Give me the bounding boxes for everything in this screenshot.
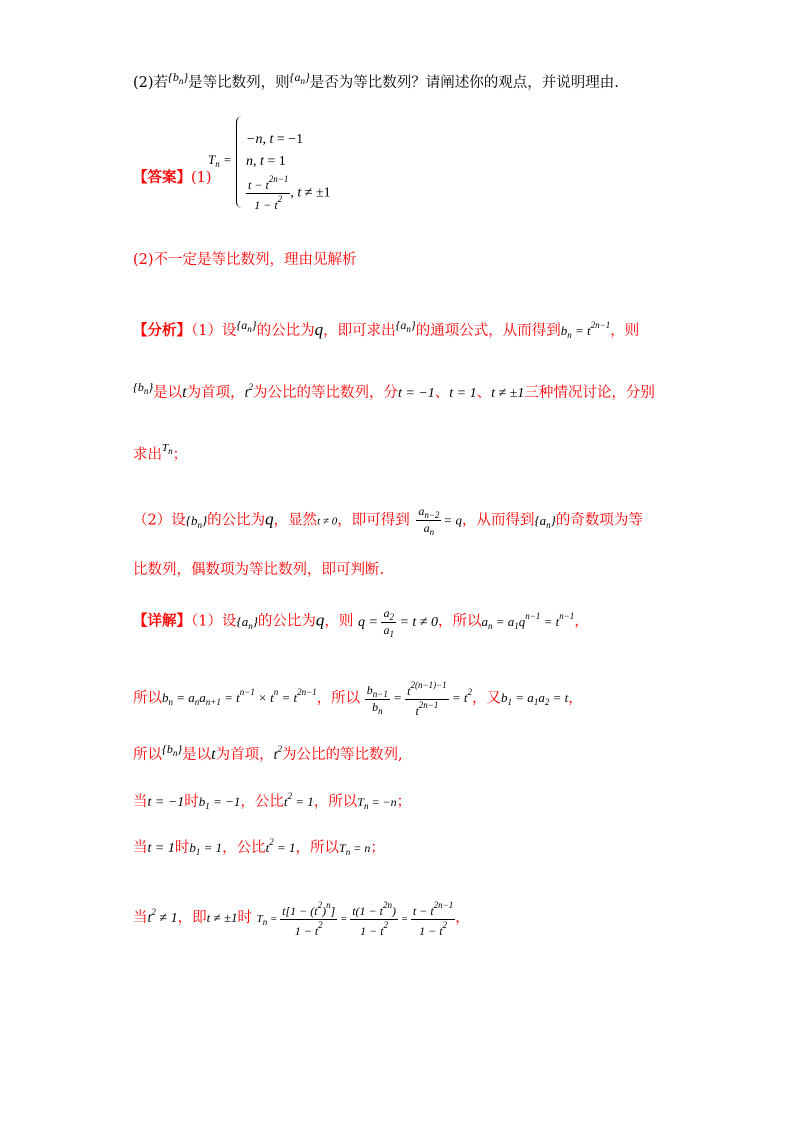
tn-symbol: Tn (162, 442, 173, 456)
analysis-text: ，则 (610, 323, 640, 339)
question-2 (133, 70, 619, 92)
tn-neg: $T_n = -n$ (357, 795, 397, 811)
analysis-text: 、 (434, 385, 450, 401)
detail-text: ，公比 (222, 840, 266, 856)
analysis-text: （2）设 (133, 512, 186, 529)
a-set: $\{a_n\}$ (236, 613, 258, 631)
detail-line-1: 【详解】（1）设$\{a_n\}$的公比为q，则 q = $\frac{a_2}{a_1}$ = t ≠ 0，所以$a_n = a_1q^{n-1} = t^{n-1}$， (133, 606, 589, 639)
detail-text: ，所以 (316, 690, 361, 707)
detail-text: 所以 (133, 690, 162, 707)
detail-text: 当 (133, 840, 148, 856)
ratio-fraction: $\frac{a_{n-2}}{a_n}$ (418, 504, 440, 537)
cond-pos: t = 1 (147, 841, 175, 856)
case-2: n, t = 1 (246, 154, 286, 169)
tn-pos: $T_n = n$ (339, 841, 371, 857)
analysis-text: （1）设 (191, 323, 237, 339)
cond-1: t = −1 (397, 386, 435, 401)
a-set: {an} (289, 70, 310, 86)
detail-text: ，又 (472, 690, 502, 707)
detail-text: （1）设 (191, 613, 237, 630)
analysis-text: 的奇数项为等 (555, 512, 643, 529)
tn-label: $T_n$ = (208, 152, 232, 169)
bn-product: $b_n = a_na_{n+1} = t^{n-1} \times t^n = t^{2n-1}$ (162, 687, 317, 708)
analysis-line-1 (133, 318, 639, 340)
detail-text: ，则 (324, 613, 354, 630)
t-nonzero: t ≠ 0 (317, 515, 338, 528)
piecewise-system (236, 112, 346, 212)
t2-neq: $t^2 \ne 1$ (147, 907, 178, 927)
answer-part2: (2)不一定是等比数列，理由见解析 (133, 252, 357, 268)
analysis-text: ，显然 (273, 512, 318, 529)
b-set: {bn} (162, 742, 183, 758)
analysis-line-3 (133, 442, 187, 464)
q-symbol: q (314, 320, 324, 339)
case-3-fraction: $\frac{t - t^{2n-1}}{1 - t^2}$ (248, 174, 289, 212)
detail-line-5: 当t = 1时$b_1 = 1$，公比$t^2 = 1$，所以$T_n = n$； (133, 837, 385, 857)
analysis-text: 、 (476, 385, 492, 401)
a-set: {an} (236, 318, 257, 334)
q2-mid1: 是等比数列，则 (188, 75, 290, 91)
q-definition: q = $\frac{a_2}{a_1}$ = t ≠ 0 (358, 606, 438, 639)
analysis-text: 为首项， (186, 385, 245, 401)
detail-text: 时 (237, 910, 252, 927)
analysis-text: 是以 (153, 385, 183, 401)
case-3: $\frac{t - t^{2n-1}}{1 - t^2}$ , t ≠ ±1 (248, 174, 331, 212)
t-symbol: t (211, 746, 216, 763)
t-neq: t ≠ ±1 (206, 910, 238, 926)
b1-pos: $b_1 = 1$ (189, 840, 223, 857)
detail-tag: 【详解】 (133, 612, 191, 630)
detail-text: 当 (133, 794, 148, 810)
answer-tag: 【答案】 (133, 169, 191, 186)
q-symbol: q (265, 509, 274, 529)
detail-text: 是以 (182, 747, 212, 763)
analysis-text: ，即可求出 (323, 323, 396, 339)
cond-2: t = 1 (449, 386, 477, 401)
analysis-text: 三种情况讨论，分别 (524, 385, 655, 401)
detail-text: ，所以 (313, 794, 358, 810)
t-symbol: t (182, 384, 187, 401)
bn-ratio: $\frac{b_{n-1}}{b_n}$ = $\frac{t^{2(n-1)-1}}{t^{2n-1}}$ = $t^2$ (366, 680, 473, 718)
analysis-line-4: （2）设$\{b_n\}$的公比为q，显然t ≠ 0，即可得到 $\frac{a_{n-2}}{a_n}$ = q，从而得到$\{a_n\}$的奇数项为等 (133, 504, 643, 537)
detail-line-2: 所以$b_n = a_na_{n+1} = t^{n-1} \times t^n = t^{2n-1}$，所以 $\frac{b_{n-1}}{b_n}$ = $\frac{t^{2(n-1)-1}}{t^{2n-1}}$ = $t^2$，又$b_1 = a_1a_2 = t$， (133, 680, 583, 718)
detail-line-4: 当t = −1时$b_1 = -1$，公比$t^2 = 1$，所以$T_n = -n$； (133, 791, 412, 811)
left-brace (236, 116, 243, 208)
detail-text: 为首项， (215, 747, 274, 763)
detail-text: 为公比的等比数列, (281, 747, 403, 763)
detail-line-6: 当$t^2 \ne 1$，即t ≠ ±1时 $T_n$ = $\frac{t[1 - (t^2)^n]}{1 - t^2}$ = $\frac{t(1 - t^{2n})}{1 - t^2}$ = $\frac{t - t^{2n-1}}{1 - t^2}$ ， (133, 900, 470, 938)
detail-line-3 (133, 742, 403, 764)
detail-text: ，所以 (437, 613, 482, 630)
t2-symbol: $t^2$ (273, 744, 282, 763)
q-symbol: q (315, 610, 325, 630)
a-set: {an} (395, 318, 416, 334)
analysis-tag: 【分析】 (133, 322, 191, 339)
answer-line (133, 166, 212, 187)
analysis-text: 求出 (133, 447, 162, 463)
b1-neg: $b_1 = -1$ (198, 794, 241, 811)
analysis-text: ，从而得到 (461, 512, 535, 529)
t2-eq: $t^2 = 1$ (283, 791, 314, 809)
answer-part1-label: (1) (191, 170, 212, 186)
analysis-text: 为公比的等比数列，分 (252, 385, 398, 401)
detail-text: 时 (174, 840, 190, 856)
tn-general-formula: $T_n$ = $\frac{t[1 - (t^2)^n]}{1 - t^2}$ = $\frac{t(1 - t^{2n})}{1 - t^2}$ = $\frac{t - t^{2n-1}}{1 - t^2}$ (256, 900, 454, 938)
detail-text: ，所以 (295, 840, 340, 856)
detail-text: 当 (133, 910, 148, 927)
t2-symbol: $t^2$ (244, 382, 253, 401)
detail-text: ，即 (177, 910, 207, 927)
a-set: $\{a_n\}$ (534, 512, 556, 530)
analysis-text: 的公比为 (256, 323, 315, 339)
b-set: {bn} (133, 380, 154, 396)
detail-text: 时 (184, 794, 199, 810)
case-1: −n, t = −1 (246, 132, 304, 147)
t2-eq: $t^2 = 1$ (265, 837, 296, 855)
b-set: {bn} (168, 70, 189, 86)
b-set: $\{b_n\}$ (185, 512, 208, 530)
q2-mid2: 是否为等比数列？请阐述你的观点，并说明理由. (309, 75, 619, 91)
detail-text: 的公比为 (257, 613, 316, 630)
b1-formula: $b_1 = a_1a_2 = t$ (501, 690, 569, 708)
analysis-text: 的公比为 (207, 512, 266, 529)
bn-formula: $b_n = t^{2n-1}$ (560, 320, 611, 340)
analysis-text: ； (172, 447, 188, 463)
an-formula: $a_n = a_1q^{n-1} = t^{n-1}$ (481, 610, 575, 631)
analysis-text: 的通项公式，从而得到 (415, 323, 561, 339)
cond-3: t ≠ ±1 (491, 386, 525, 401)
analysis-line-2 (133, 380, 655, 402)
analysis-line-5: 比数列，偶数项为等比数列，即可判断. (133, 562, 385, 578)
cond-neg: t = −1 (147, 795, 185, 810)
detail-text: 所以 (133, 747, 162, 763)
analysis-text: ，即可得到 (337, 512, 410, 529)
q2-prefix: (2)若 (133, 75, 169, 91)
detail-text: ，公比 (240, 794, 284, 810)
